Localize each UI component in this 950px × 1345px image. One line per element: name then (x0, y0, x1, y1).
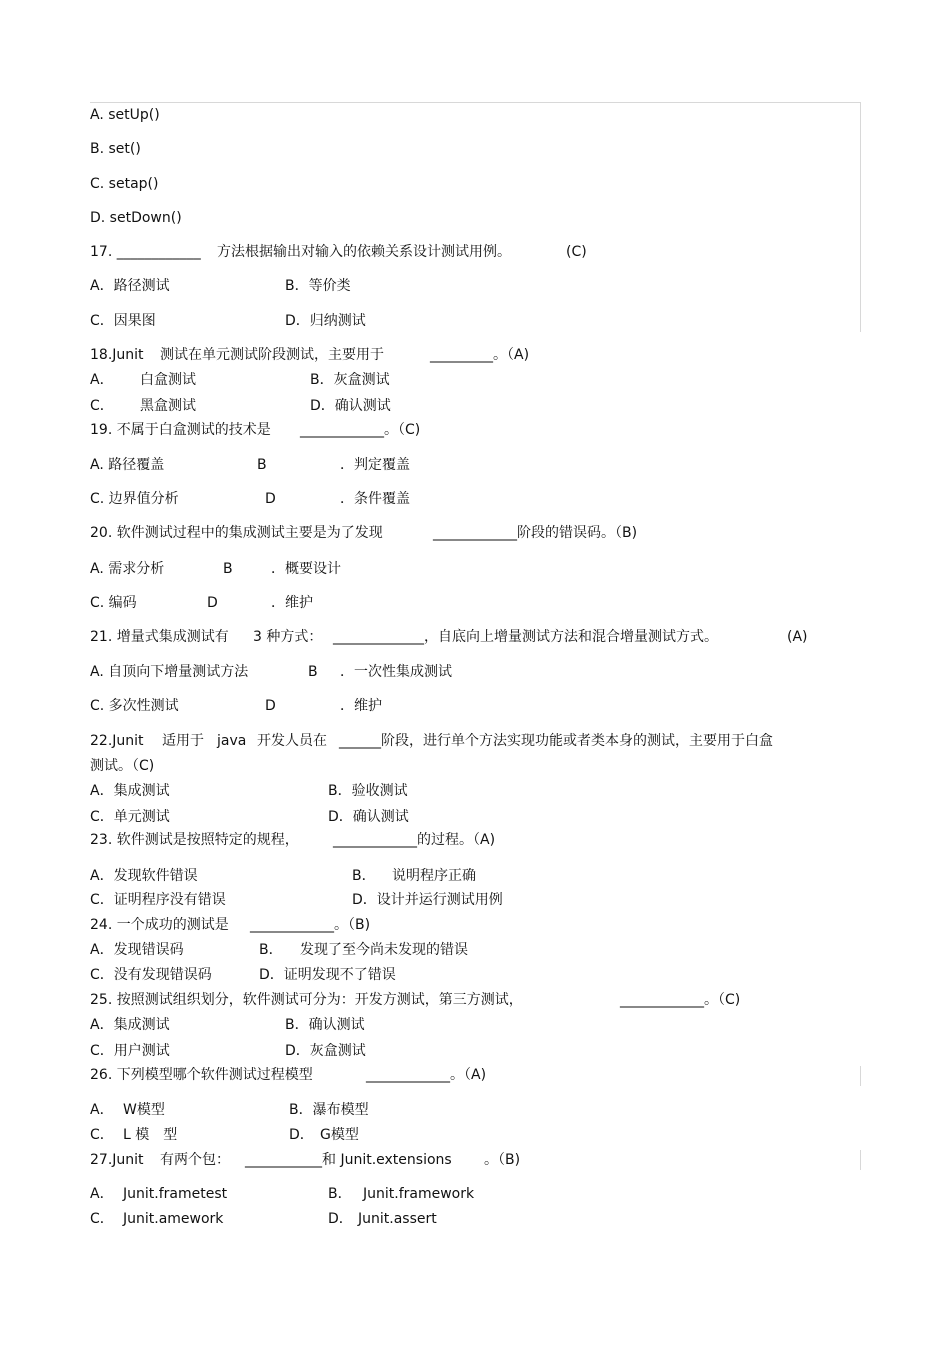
option-b: 发现了至今尚未发现的错误 (300, 942, 468, 958)
question-24-stem: 24. 一个成功的测试是 (90, 917, 229, 933)
question-24-stem: ____________。（B) (250, 917, 371, 933)
option-d: D．确认测试 (310, 398, 391, 414)
question-26-stem: 26. 下列模型哪个软件测试过程模型 (90, 1067, 313, 1083)
option-c: C． (90, 1127, 114, 1143)
option-a: A．发现软件错误 (90, 868, 198, 884)
question-27-stem: ___________和 Junit.extensions (245, 1152, 452, 1168)
option-a: W模型 (123, 1102, 165, 1118)
option-a: A．路径测试 (90, 278, 170, 294)
question-25-stem: ____________。（C) (620, 992, 741, 1008)
option-b: B． (259, 942, 283, 958)
option-a: A．集成测试 (90, 1017, 170, 1033)
question-25-stem: 25. 按照测试组织划分，软件测试可分为：开发方测试，第三方测试， (90, 992, 523, 1008)
option-c: C. setap() (90, 176, 159, 192)
option-c: C. 多次性测试 (90, 698, 179, 714)
option-d: D． (289, 1127, 314, 1143)
option-b: B. set() (90, 141, 141, 157)
option-b: ．判定覆盖 (340, 457, 410, 473)
option-d: ．维护 (340, 698, 382, 714)
option-b: ．概要设计 (271, 561, 341, 577)
question-22-stem: 开发人员在 (257, 733, 327, 749)
question-19-stem: ____________。（C) (300, 422, 421, 438)
option-c: C．因果图 (90, 313, 156, 329)
option-b: B． (328, 1186, 352, 1202)
option-a: A．集成测试 (90, 783, 170, 799)
option-d: D (207, 595, 218, 611)
option-d: D．确认测试 (328, 809, 409, 825)
option-c: C. 编码 (90, 595, 137, 611)
option-a: A. 自顶向下增量测试方法 (90, 664, 249, 680)
option-b: ．一次性集成测试 (340, 664, 452, 680)
question-21-stem: _____________，自底向上增量测试方法和混合增量测试方式。 (333, 629, 718, 645)
question-20-stem: ____________阶段的错误码。（B) (433, 525, 638, 541)
option-b: B． (352, 868, 376, 884)
question-19-stem: 19. 不属于白盒测试的技术是 (90, 422, 271, 438)
question-21-stem: 21. 增量式集成测试有 (90, 629, 229, 645)
option-a: A. 需求分析 (90, 561, 165, 577)
option-d: D．归纳测试 (285, 313, 366, 329)
option-b: B．灰盒测试 (310, 372, 390, 388)
option-b: B．验收测试 (328, 783, 408, 799)
option-a: A. 路径覆盖 (90, 457, 165, 473)
option-c: L 模 型 (123, 1127, 178, 1143)
option-b: B (308, 664, 318, 680)
option-d: G模型 (320, 1127, 359, 1143)
option-d: D．灰盒测试 (285, 1043, 366, 1059)
question-17-stem: 17. ____________ (90, 244, 201, 260)
option-c: Junit.amework (123, 1211, 224, 1227)
question-21-stem: 3 种方式： (253, 629, 323, 645)
question-27-stem: 。（B) (484, 1152, 521, 1168)
option-d: D． (328, 1211, 353, 1227)
question-17-answer: (C) (566, 244, 587, 260)
option-c: C．没有发现错误码 (90, 967, 212, 983)
top-rule (90, 102, 860, 103)
option-a: A． (90, 372, 114, 388)
right-rule (860, 1150, 861, 1170)
option-c: C．单元测试 (90, 809, 170, 825)
question-22-stem: ______阶段，进行单个方法实现功能或者类本身的测试，主要用于白盒 (339, 733, 773, 749)
option-d: ．条件覆盖 (340, 491, 410, 507)
option-d: D (265, 698, 276, 714)
question-27-stem: 27.Junit (90, 1152, 144, 1168)
question-18-stem: _________。（A) (430, 347, 530, 363)
option-b: B．瀑布模型 (289, 1102, 369, 1118)
option-a: Junit.frametest (123, 1186, 228, 1202)
option-d: D. setDown() (90, 210, 182, 226)
option-c: C．用户测试 (90, 1043, 170, 1059)
option-b: B．等价类 (285, 278, 351, 294)
option-d: Junit.assert (358, 1211, 437, 1227)
question-18-stem: 18.Junit (90, 347, 144, 363)
option-a: A． (90, 1102, 114, 1118)
option-d: ．维护 (271, 595, 313, 611)
option-a: A． (90, 1186, 114, 1202)
option-b: B．确认测试 (285, 1017, 365, 1033)
question-22-stem: 适用于 (162, 733, 204, 749)
option-c: 黑盒测试 (140, 398, 196, 414)
option-b: B (257, 457, 267, 473)
question-22-stem: 22.Junit (90, 733, 144, 749)
option-a: 白盒测试 (140, 372, 196, 388)
option-a: A．发现错误码 (90, 942, 184, 958)
question-21-answer: (A) (787, 629, 808, 645)
question-18-stem: 测试在单元测试阶段测试，主要用于 (160, 347, 384, 363)
option-b: Junit.framework (363, 1186, 475, 1202)
option-a: A. setUp() (90, 107, 160, 123)
question-23-stem: ____________的过程。（A) (333, 832, 496, 848)
question-22-stem: 测试。（C) (90, 758, 155, 774)
option-b: B (223, 561, 233, 577)
right-rule (860, 102, 861, 332)
option-c: C. 边界值分析 (90, 491, 179, 507)
option-d: D．证明发现不了错误 (259, 967, 396, 983)
question-22-stem: java (217, 733, 247, 749)
option-d: D (265, 491, 276, 507)
option-c: C．证明程序没有错误 (90, 892, 226, 908)
option-b: 说明程序正确 (392, 868, 476, 884)
option-c: C． (90, 1211, 114, 1227)
question-23-stem: 23. 软件测试是按照特定的规程， (90, 832, 299, 848)
question-27-stem: 有两个包： (160, 1152, 230, 1168)
question-17-stem: 方法根据输出对输入的依赖关系设计测试用例。 (217, 244, 511, 260)
right-rule (860, 1066, 861, 1086)
question-26-stem: ____________。（A) (366, 1067, 487, 1083)
question-20-stem: 20. 软件测试过程中的集成测试主要是为了发现 (90, 525, 383, 541)
option-d: D．设计并运行测试用例 (352, 892, 503, 908)
option-c: C． (90, 398, 114, 414)
